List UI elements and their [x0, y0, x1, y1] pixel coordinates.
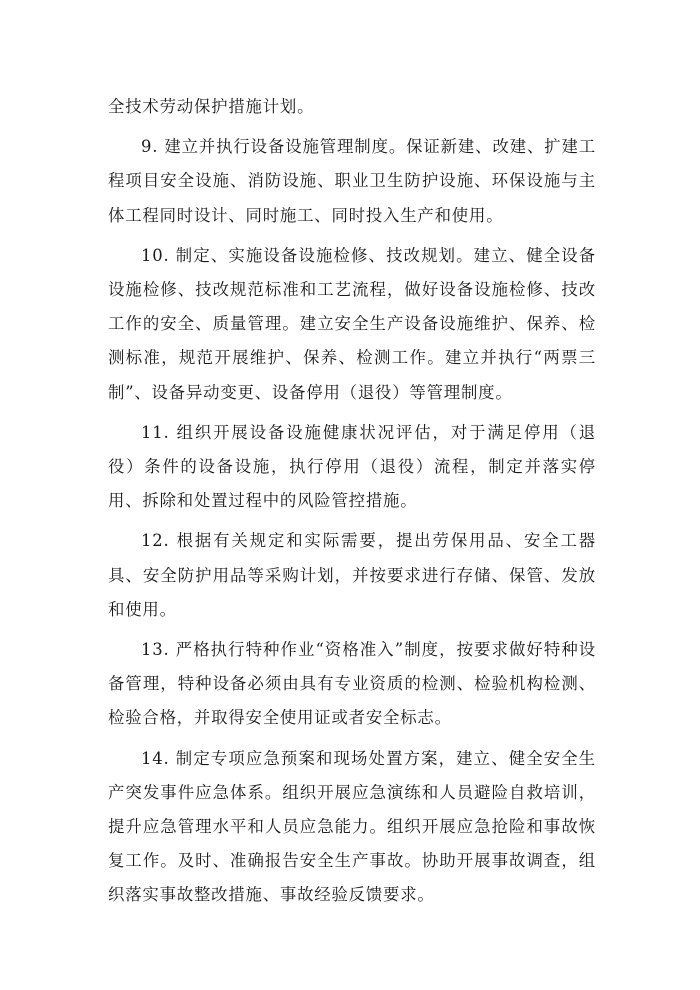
paragraph-item-13: 13. 严格执行特种作业“资格准入”制度，按要求做好特种设备管理，特种设备必须由具有专业资质的检测、检验机构检测、检验合格，并取得安全使用证或者安全标志。: [108, 640, 596, 728]
paragraph-item-9: 9. 建立并执行设备设施管理制度。保证新建、改建、扩建工程项目安全设施、消防设施、职业卫生防护设施、环保设施与主体工程同时设计、同时施工、同时投入生产和使用。: [108, 137, 596, 225]
paragraph-item-12: 12. 根据有关规定和实际需要，提出劳保用品、安全工器具、安全防护用品等采购计划，并按要求进行存储、保管、发放和使用。: [108, 531, 596, 619]
paragraph-item-11: 11. 组织开展设备设施健康状况评估，对于满足停用（退役）条件的设备设施，执行停用（退役）流程，制定并落实停用、拆除和处置过程中的风险管控措施。: [108, 422, 596, 511]
document-body: [108, 90, 596, 919]
paragraph-item-14: 14. 制定专项应急预案和现场处置方案，建立、健全安全生产突发事件应急体系。组织开展应急演练和人员避险自救培训，提升应急管理水平和人员应急能力。组织开展应急抢险和事故恢复工作。及时、准确报告安全生产事故。协助开展事故调查，组织落实事故整改措施、事故经验反馈要求。: [108, 748, 596, 905]
paragraph-continuation: 全技术劳动保护措施计划。: [108, 97, 315, 116]
paragraph-item-10: 10. 制定、实施设备设施检修、技改规划。建立、健全设备设施检修、技改规范标准和工艺流程，做好设备设施检修、技改工作的安全、质量管理。建立安全生产设备设施维护、保养、检测标准，规范开展维护、保养、检测工作。建立并执行“两票三制”、设备异动变更、设备停用（退役）等管理制度。: [108, 245, 596, 402]
